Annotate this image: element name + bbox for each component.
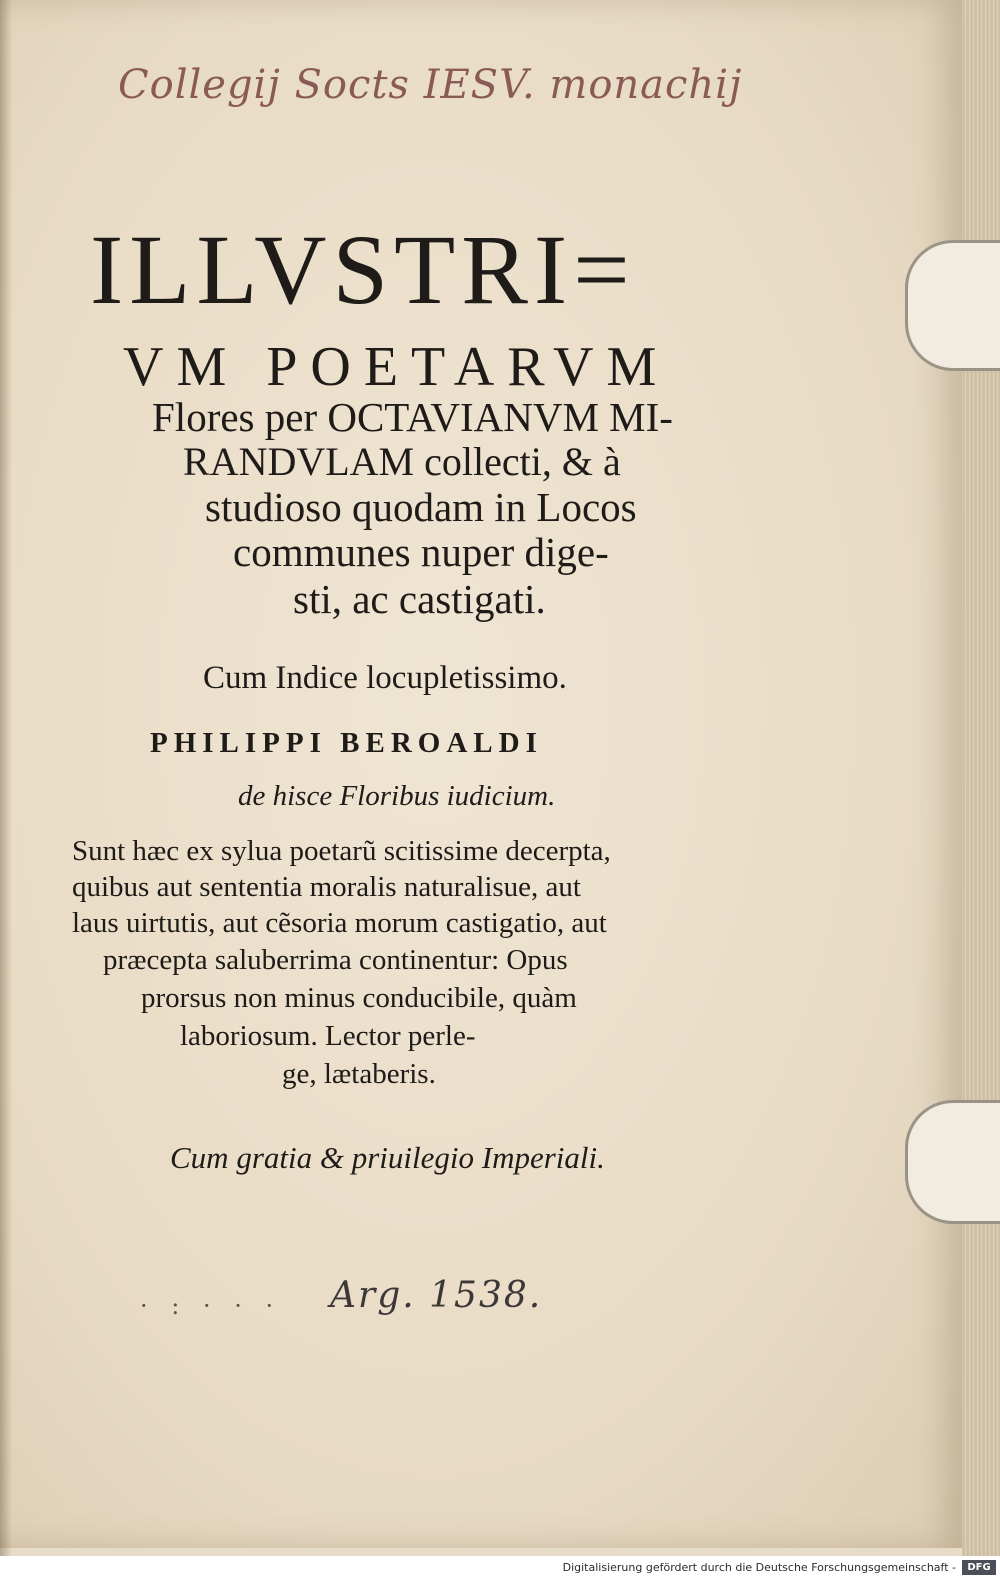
body-line: laus uirtutis, aut cẽsoria morum castigatio, aut [72,907,607,939]
clasp-tab-lower [905,1100,1000,1224]
place-date-inscription: Arg. 1538. [330,1275,543,1316]
title-line-2: VM POETARVM [123,336,670,398]
body-line: quibus aut sententia moralis naturalisue, aut [72,871,581,903]
author-subheading: de hisce Floribus iudicium. [238,780,556,812]
body-line: laboriosum. Lector perle- [180,1020,476,1052]
ink-smudge: · : · · · [140,1292,282,1320]
title-line-6: communes nuper dige- [233,529,609,575]
clasp-tab-upper [905,240,1000,371]
spine-shadow [0,0,12,1556]
author-heading: PHILIPPI BEROALDI [150,727,543,759]
title-line-7: sti, ac castigati. [293,576,546,622]
footer-bar [0,1556,1000,1580]
body-line: prorsus non minus conducibile, quàm [141,982,577,1014]
privilege-note: Cum gratia & priuilegio Imperiali. [170,1140,605,1175]
footer-credit: Digitalisierung gefördert durch die Deutsche Forschungsgemeinschaft - [562,1561,956,1574]
title-line-5: studioso quodam in Locos [205,484,637,530]
body-line: præcepta saluberrima continentur: Opus [103,944,568,976]
ownership-inscription: Collegij Socts IESV. monachij [118,62,743,108]
page-edges [962,0,1000,1556]
dfg-logo: DFG [962,1560,996,1575]
body-line: Sunt hæc ex sylua poetarũ scitissime decerpta, [72,835,611,867]
body-line: ge, lætaberis. [282,1058,436,1090]
title-line-3: Flores per OCTAVIANVM MI- [152,394,673,440]
title-line-4: RANDVLAM collecti, & à [183,439,621,484]
title-line-1: ILLVSTRI= [90,214,636,325]
index-note: Cum Indice locupletissimo. [203,660,567,696]
